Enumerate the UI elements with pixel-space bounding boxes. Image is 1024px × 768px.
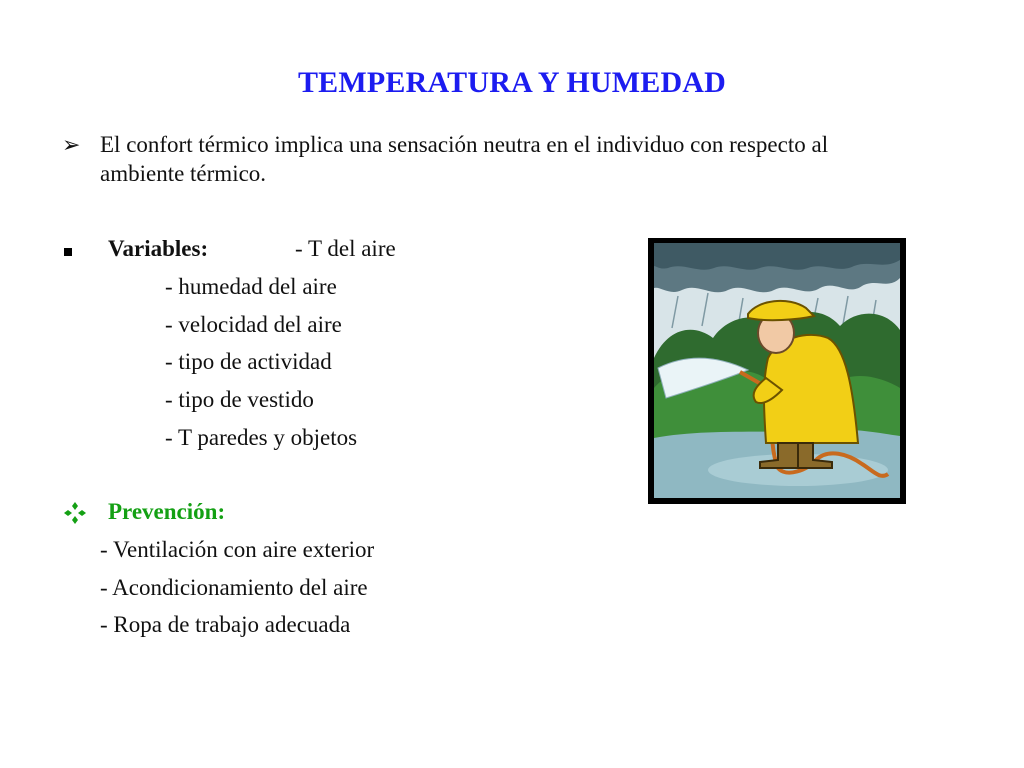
intro-text: El confort térmico implica una sensación neutra en el individuo con respecto al ambiente térmico. <box>100 132 829 186</box>
intro-bullet <box>62 130 902 188</box>
prevention-item: - Ventilación con aire exterior <box>100 537 375 562</box>
variable-item: - tipo de vestido <box>165 387 314 412</box>
variable-item: - tipo de actividad <box>165 349 332 374</box>
variable-item: - T del aire <box>295 236 396 261</box>
variables-label: Variables: <box>108 236 209 261</box>
square-bullet-icon <box>64 248 72 256</box>
prevention-label: Prevención: <box>108 499 226 524</box>
prevention-item: - Acondicionamiento del aire <box>100 575 368 600</box>
variable-item: - T paredes y objetos <box>165 425 358 450</box>
variable-item: - velocidad del aire <box>165 312 342 337</box>
arrow-bullet-icon: ➢ <box>62 132 81 157</box>
slide-title: TEMPERATURA Y HUMEDAD <box>297 66 727 99</box>
diamond-bullet-icon <box>62 500 88 526</box>
rain-man-illustration <box>648 238 906 504</box>
prevention-item: - Ropa de trabajo adecuada <box>100 612 351 637</box>
variable-item: - humedad del aire <box>165 274 337 299</box>
